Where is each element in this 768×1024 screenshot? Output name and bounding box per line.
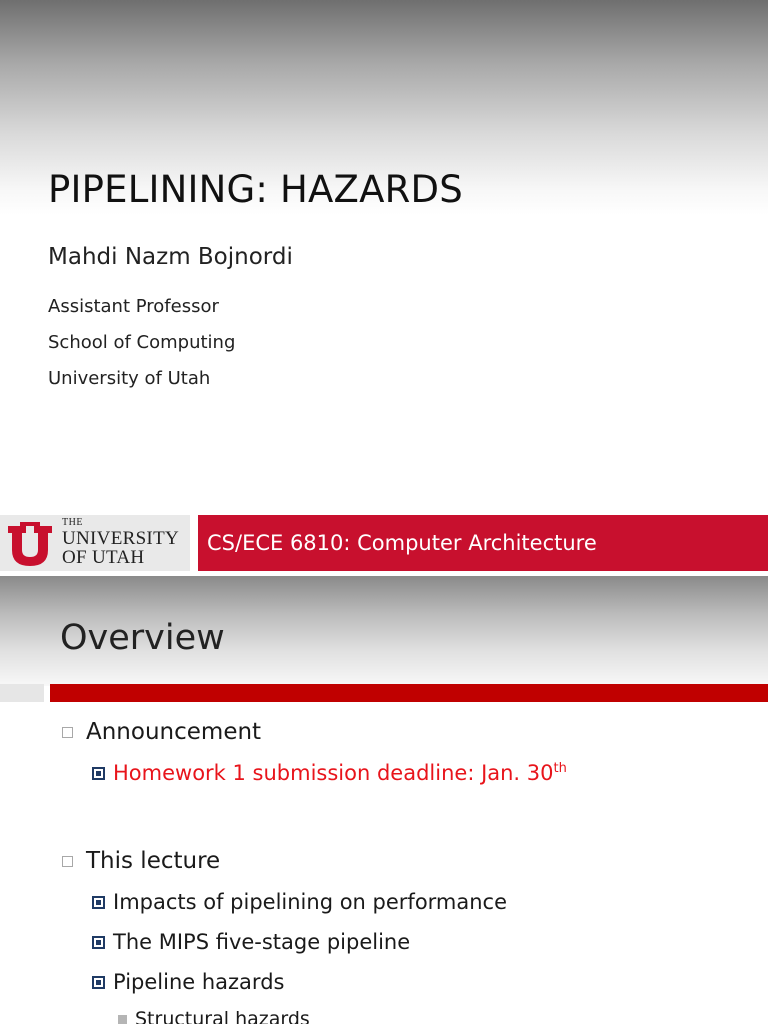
bullet-lecture-item: [92, 970, 284, 994]
deadline-text: Homework 1 submission deadline: Jan. 30th: [113, 761, 567, 785]
lecture-item-text: Impacts of pipelining on performance: [113, 890, 508, 914]
author-name: Mahdi Nazm Bojnordi: [48, 244, 293, 270]
course-banner: CS/ECE 6810: Computer Architecture: [198, 515, 768, 571]
title-rule-gray: [0, 684, 44, 702]
hollow-square-bullet-icon: [62, 727, 73, 738]
author-university: University of Utah: [48, 368, 211, 389]
small-square-bullet-icon: [118, 1015, 127, 1024]
slide-title: PIPELINING: HAZARDS: [48, 168, 463, 211]
filled-square-bullet-icon: [92, 896, 105, 909]
logo-of-utah: OF UTAH: [62, 547, 145, 568]
bullet-structural-hazards: [118, 1008, 310, 1024]
author-position: Assistant Professor: [48, 296, 219, 317]
bullet-this-lecture: [62, 848, 220, 874]
bullet-label: Announcement: [86, 719, 262, 745]
university-of-utah-u-logo-icon: [6, 520, 54, 568]
hollow-square-bullet-icon: [62, 856, 73, 867]
overview-title: Overview: [60, 618, 225, 658]
bullet-lecture-item: [92, 930, 410, 954]
university-logo: [0, 515, 190, 571]
bullet-announcement: [62, 719, 261, 745]
bullet-label: This lecture: [86, 848, 221, 874]
overview-slide: [0, 576, 768, 1024]
slide-footer: [0, 515, 768, 571]
bullet-lecture-item: [92, 890, 507, 914]
sub-item-text: Structural hazards: [135, 1008, 310, 1024]
filled-square-bullet-icon: [92, 936, 105, 949]
logo-university: UNIVERSITY: [62, 528, 179, 549]
title-rule-red: [50, 684, 768, 702]
filled-square-bullet-icon: [92, 767, 105, 780]
author-department: School of Computing: [48, 332, 236, 353]
lecture-item-text: The MIPS five-stage pipeline: [113, 930, 411, 954]
bullet-homework-deadline: [92, 761, 567, 785]
lecture-item-text: Pipeline hazards: [113, 970, 285, 994]
university-logo-text: [62, 518, 179, 567]
logo-the: THE: [62, 517, 83, 528]
filled-square-bullet-icon: [92, 976, 105, 989]
